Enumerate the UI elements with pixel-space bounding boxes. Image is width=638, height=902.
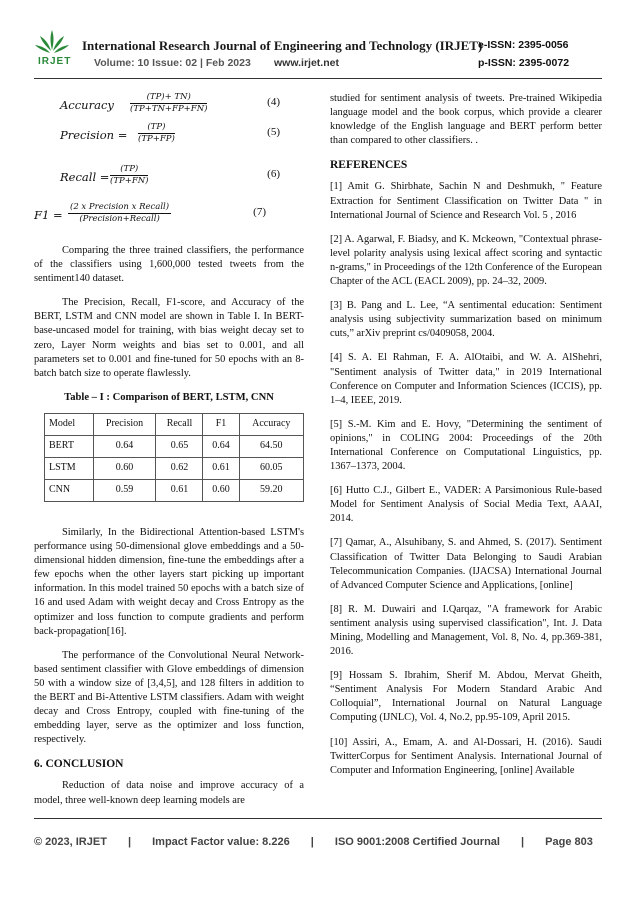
eissn: e-ISSN: 2395-0056 (478, 39, 569, 51)
table-header-cell: Recall (156, 413, 203, 435)
paragraph: The Precision, Recall, F1-score, and Accuracy of the BERT, LSTM and CNN model are shown in Table I. In BERT-base-uncased model for training, with bias weight decay set to zero, Layer Norm weights and bias set to 0.001, and all parameters set to 0.001 and fine-tuned for 50 epochs with an 8-batch batch size to operate flawlessly. (34, 297, 304, 379)
reference-item: [9] Hossam S. Ibrahim, Sherif M. Abdou, Mervat Gheith, “Sentiment Analysis For Modern Standard Arabic And Colloquial”, International Journal on Natural Language Computing (IJNLC), Vol. 4, No.2, pp.95-109, April 2015. (330, 670, 602, 724)
left-column (34, 92, 304, 818)
right-column (330, 92, 602, 788)
pissn: p-ISSN: 2395-0072 (478, 57, 570, 69)
paragraph: studied for sentiment analysis of tweets. Pre-trained Wikipedia language model and the book corpus, which provide a clearer knowledge of the English language and BERT perform better than compared to other classifiers. . (330, 93, 602, 147)
footer-iso: ISO 9001:2008 Certified Journal (334, 836, 500, 848)
references-heading: REFERENCES (330, 159, 408, 172)
equation-accuracy (34, 92, 304, 122)
table-row (45, 435, 304, 457)
section-heading: 6. CONCLUSION (34, 758, 124, 771)
website-link[interactable]: www.irjet.net (274, 57, 339, 69)
equation-numerator: (TP) (110, 164, 148, 176)
equation-precision (34, 122, 304, 152)
table-cell: 64.50 (239, 435, 303, 457)
table-header-cell: F1 (203, 413, 239, 435)
table-cell: LSTM (45, 457, 94, 479)
table-cell: 59.20 (239, 479, 303, 501)
table-cell: BERT (45, 435, 94, 457)
page-header (0, 0, 638, 80)
paragraph: Comparing the three trained classifiers, the performance of the classifiers using 1,600,000 tested tweets from the sentiment140 dataset. (34, 245, 304, 285)
results-table (44, 413, 304, 502)
table-caption: Table – I : Comparison of BERT, LSTM, CNN (64, 391, 274, 403)
table-header-cell: Precision (93, 413, 156, 435)
table-row (45, 457, 304, 479)
header-rule (34, 78, 602, 79)
table-cell: 0.64 (203, 435, 239, 457)
equation-numerator: (TP) (138, 122, 175, 134)
table-cell: 0.61 (156, 479, 203, 501)
equation-fraction (110, 164, 148, 187)
table-cell: 0.59 (93, 479, 156, 501)
equation-fraction (68, 202, 171, 225)
footer-separator: | (521, 836, 525, 848)
equation-lhs: Precision = (60, 128, 128, 142)
footer-page: Page 803 (545, 836, 593, 848)
reference-item: [1] Amit G. Shirbhate, Sachin N and Deshmukh, " Feature Extraction for Sentiment Classification on Twitter Data " in International Journal of Science and Research Vol. 5 , 2016 (330, 181, 602, 221)
footer-rule (34, 818, 602, 819)
table-cell: 0.62 (156, 457, 203, 479)
footer-copyright: © 2023, IRJET (34, 836, 107, 848)
reference-item: [4] S. A. El Rahman, F. A. AlOtaibi, and W. A. AlShehri, "Sentiment analysis of Twitter data," in 2019 International Conference on Computer and Information Sciences (ICCIS), pp. 1–4, IEEE, 2019. (330, 352, 602, 406)
equation-recall (34, 164, 304, 194)
reference-item: [3] B. Pang and L. Lee, “A sentimental education: Sentiment analysis using subjectivity summarization based on minimum cuts,” arXiv preprint cs/0409058, 2004. (330, 300, 602, 340)
reference-item: [2] A. Agarwal, F. Biadsy, and K. Mckeown, "Contextual phrase-level polarity analysis using lexical affect scoring and syntactic n-grams," in Proceedings of the 12th Conference of the European Chapter of the ACL (EACL 2009), pp. 24–32, 2009. (330, 233, 603, 288)
equation-number: (6) (267, 168, 280, 180)
table-cell: 60.05 (239, 457, 303, 479)
equation-lhs: Accuracy (60, 98, 114, 112)
table-cell: 0.61 (203, 457, 239, 479)
equation-denominator: (TP+FP) (138, 134, 175, 144)
table-row (45, 479, 304, 501)
paragraph: Reduction of data noise and improve accuracy of a model, three well-known deep learning models are (34, 780, 304, 806)
reference-item: [8] R. M. Duwairi and I.Qarqaz, "A framework for Arabic sentiment analysis using supervised classification", Int. J. Data Mining, Modelling and Management, Vol. 8, No. 4, pp.369-381, 2016. (330, 603, 602, 658)
table-cell: 0.60 (93, 457, 156, 479)
equation-number: (7) (253, 206, 266, 218)
equation-fraction (130, 92, 207, 115)
paragraph: Similarly, In the Bidirectional Attention-based LSTM's performance using 50-dimensional glove embeddings and a 50-dimensional hidden dimension, fine-tune the embeddings after a few epochs when the other layers start picking up important information. In this model trained 50 epochs with a batch size of 16 and used Adam with weight decay and Cross Entropy as the optimizer and loss function to compute gradients and perform back-propagation[16]. (34, 526, 304, 637)
table-header-cell: Accuracy (239, 413, 303, 435)
journal-title: International Research Journal of Engineering and Technology (IRJET) (82, 38, 483, 53)
equation-f1 (34, 202, 304, 232)
reference-item: [6] Hutto C.J., Gilbert E., VADER: A Parsimonious Rule-based Model for Sentiment Analysis of Social Media Text, AAAI, 2014. (330, 485, 602, 525)
logo-text: IRJET (38, 56, 72, 67)
footer-separator: | (127, 836, 132, 848)
table-cell: 0.64 (93, 435, 156, 457)
footer-separator: | (310, 836, 314, 848)
table-cell: 0.60 (203, 479, 239, 501)
reference-item: [7] Qamar, A., Alsuhibany, S. and Ahmed, S. (2017). Sentiment Classification of Twitter Data Belonging to Saudi Arabian Telecommunication Companies. (IJACSA) International Journal of Advanced Computer Science and Applications, [online] (330, 537, 602, 591)
table-cell: CNN (45, 479, 94, 501)
equation-numerator: (2 x Precision x Recall) (70, 202, 170, 212)
footer-impact: Impact Factor value: 8.226 (152, 836, 290, 848)
equation-denominator: (TP+FN) (110, 176, 149, 186)
equation-denominator: (TP+TN+FP+FN) (130, 104, 208, 114)
equation-number: (5) (267, 126, 280, 138)
reference-item: [10] Assiri, A., Emam, A. and Al-Dossari, H. (2016). Saudi TwitterCorpus for Sentiment Analysis. International Journal of Computer and Information Engineering, [online] Available (330, 736, 602, 776)
equation-numerator: (TP)+ TN) (130, 92, 207, 104)
table-cell: 0.65 (156, 435, 203, 457)
page-footer (34, 836, 602, 848)
table-header-row (45, 413, 304, 435)
equation-lhs: F1 = (34, 208, 63, 222)
table-header-cell: Model (45, 413, 94, 435)
equation-number: (4) (267, 96, 280, 108)
equation-lhs: Recall = (60, 170, 110, 184)
reference-item: [5] S.-M. Kim and E. Hovy, "Determining the sentiment of opinions," in COLING 2004: Proceedings of the 20th International Conference on Computational Linguistics, pp. 1367–1373, 2004. (330, 418, 602, 473)
paragraph: The performance of the Convolutional Neural Network-based sentiment classifier with Glove embeddings of dimension 50 with a window size of [3,4,5], and 128 filters in addition to the BERT and Bi-Attentive LSTM classifiers. Adam with weight decay and Cross Entropy, coupled with fine-tuning of the embedding layer, serve as the optimizer and loss function, respectively. (34, 649, 304, 746)
equation-fraction (138, 122, 175, 145)
equation-denominator: (Precision+Recall) (79, 214, 160, 224)
issue-info: Volume: 10 Issue: 02 | Feb 2023 (94, 57, 251, 69)
